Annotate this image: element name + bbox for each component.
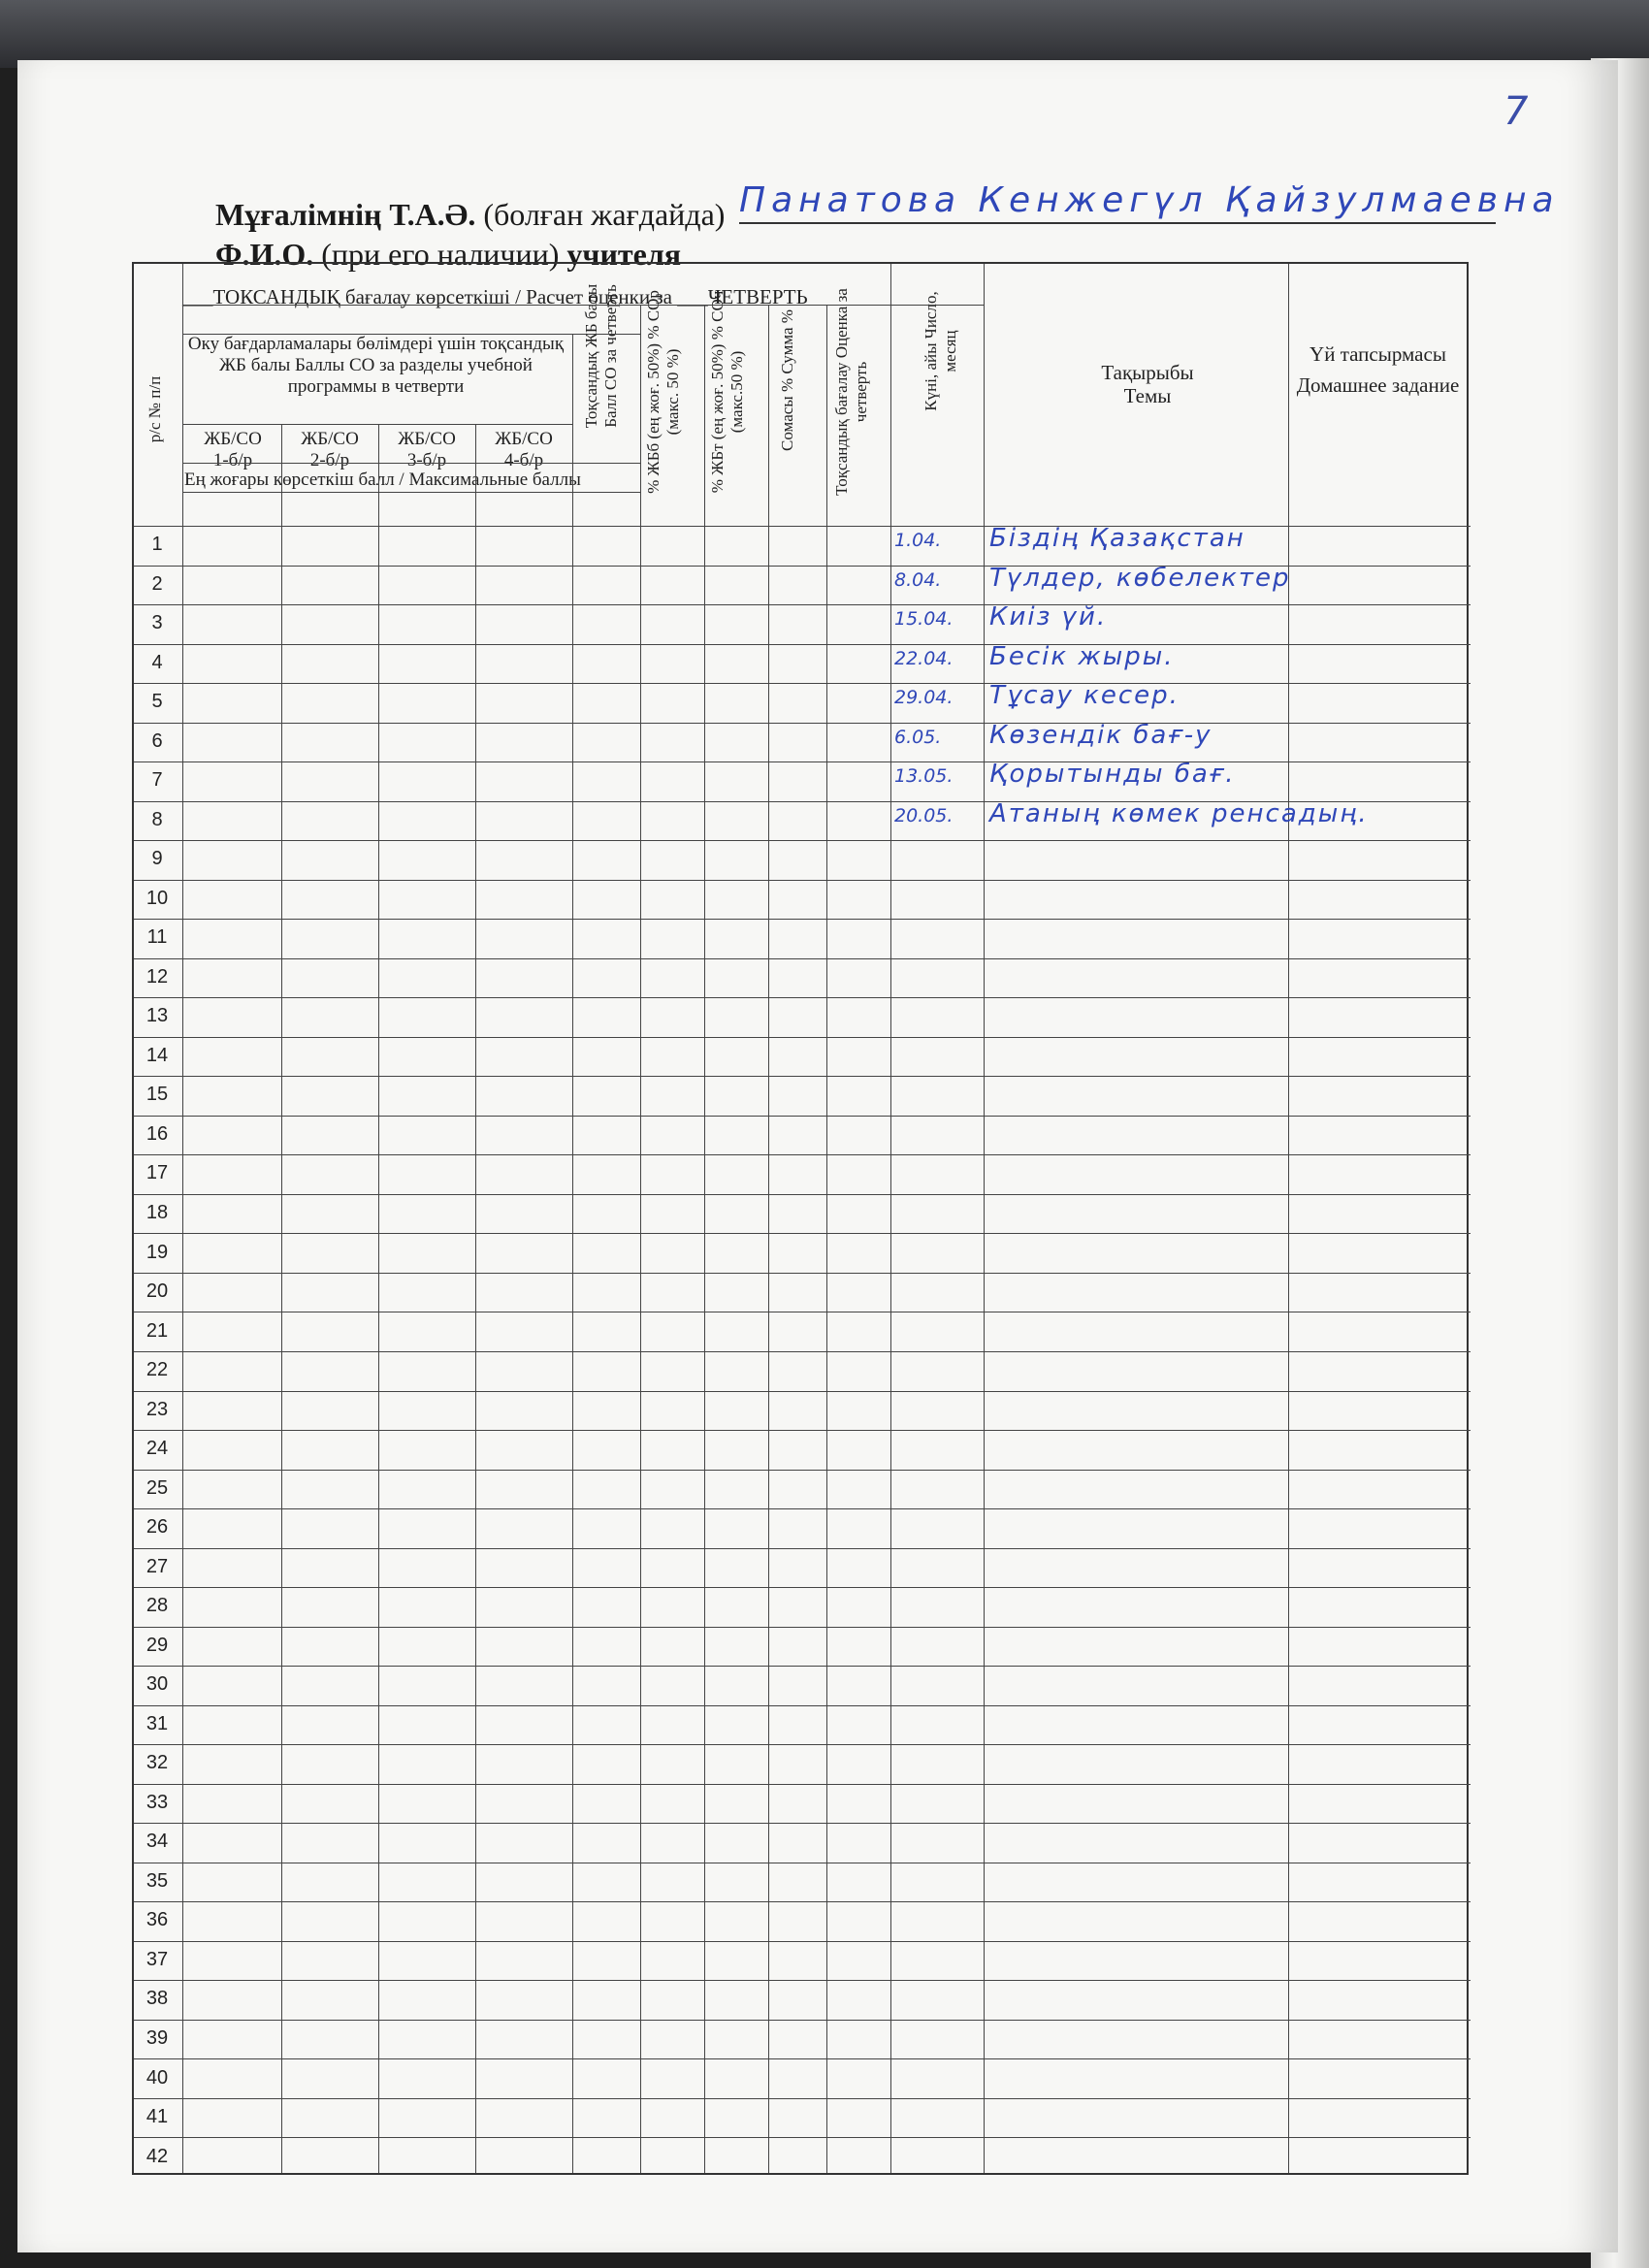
entry-topic: Атаның көмек ренсадың. [989, 798, 1369, 828]
row-line [134, 644, 1471, 645]
row-number: 8 [151, 808, 163, 830]
header-line [182, 424, 572, 425]
so-col-2-top: ЖБ/СО [301, 429, 359, 449]
row-line [134, 1076, 1471, 1077]
date-col-header: Күні, айы Число, месяц [922, 291, 959, 411]
sections-title: Оку бағдарламалары бөлімдері үшін тоқсандық ЖБ балы Баллы СО за разделы учебной программы в четверти [187, 334, 565, 397]
row-number: 31 [146, 1712, 169, 1734]
row-number: 9 [151, 848, 163, 870]
row-number: 5 [151, 691, 163, 713]
header-line [182, 463, 640, 464]
topics-header [987, 361, 1308, 407]
topics-header-kz: Тақырыбы [1101, 361, 1194, 384]
entry-topic: Қорытынды бағ. [989, 760, 1236, 790]
so-col-1-bottom: 1-б/р [212, 449, 253, 470]
row-number: 20 [146, 1280, 169, 1303]
row-number: 32 [146, 1752, 169, 1774]
row-number: 30 [146, 1673, 169, 1696]
so-col-1 [184, 429, 281, 471]
row-number: 19 [146, 1241, 169, 1263]
row-line [134, 1470, 1471, 1471]
pct-zhbb-header: % ЖБб (ең жоғ. 50%) % СОр (макс. 50 %) [644, 290, 682, 494]
entry-topic: Киіз үй. [989, 602, 1108, 632]
row-number: 28 [146, 1595, 169, 1617]
row-line [134, 683, 1471, 684]
row-number: 39 [146, 2027, 169, 2049]
row-line [134, 1548, 1471, 1549]
row-number: 14 [146, 1044, 169, 1066]
row-line [134, 1980, 1471, 1981]
row-number: 16 [146, 1122, 169, 1145]
row-line [134, 880, 1471, 881]
teacher-label-kz-rest: (болған жағдайда) [483, 197, 726, 232]
row-number: 42 [146, 2145, 169, 2167]
row-number: 37 [146, 1948, 169, 1970]
max-points-label: Ең жоғары көрсеткіш балл / Максимальные баллы [184, 470, 581, 490]
quarter-grade-header: Тоқсандық бағалау Оценка за четверть [832, 288, 870, 496]
row-number: 11 [146, 926, 168, 949]
entry-date: 8.04. [894, 568, 942, 591]
row-number: 21 [146, 1319, 169, 1342]
row-line [134, 1194, 1471, 1195]
row-number: 23 [146, 1398, 169, 1420]
pct-zhbt-header: % ЖБт (ең жоғ. 50%) % СОч (макс.50 %) [708, 290, 746, 494]
row-number: 36 [146, 1909, 169, 1931]
column-line [826, 305, 827, 2173]
row-number: 12 [146, 965, 169, 988]
row-number: 15 [146, 1084, 169, 1106]
column-line [572, 334, 573, 2173]
header-line [182, 492, 640, 493]
so-col-2-bottom: 2-б/р [309, 449, 350, 470]
scan-top-shadow [0, 0, 1649, 68]
row-number: 13 [146, 1005, 169, 1027]
row-line [134, 1744, 1471, 1745]
row-line [134, 1784, 1471, 1785]
row-line [134, 1233, 1471, 1234]
row-line [134, 1391, 1471, 1392]
column-line [640, 305, 641, 2173]
so-col-4 [475, 429, 572, 471]
entry-topic: Түлдер, көбелектер [989, 563, 1291, 593]
row-line [134, 1941, 1471, 1942]
row-number: 10 [146, 887, 169, 909]
entry-topic: Бесік жыры. [989, 641, 1175, 671]
quarter-score-header: Тоқсандық ЖБ балы Балл СО за четверть [582, 283, 620, 429]
homework-header-kz: Үй тапсырмасы [1310, 342, 1446, 366]
so-col-2 [281, 429, 378, 471]
row-number: 27 [146, 1555, 169, 1577]
row-line [134, 1116, 1471, 1117]
row-line [134, 1901, 1471, 1902]
column-line [281, 424, 282, 2173]
row-line [134, 1666, 1471, 1667]
row-number: 22 [146, 1359, 169, 1381]
row-line [134, 919, 1471, 920]
row-line [134, 604, 1471, 605]
row-number: 25 [146, 1476, 169, 1499]
row-line [134, 1430, 1471, 1431]
teacher-label-ru-bold: Ф.И.О. [215, 237, 314, 272]
entry-topic: Біздің Қазақстан [989, 524, 1245, 553]
row-line [134, 1508, 1471, 1509]
topics-header-ru: Темы [1123, 384, 1172, 408]
row-line [134, 840, 1471, 841]
so-col-3 [378, 429, 475, 471]
teacher-label-ru-rest: (при его наличии) [321, 237, 560, 272]
entry-date: 22.04. [894, 647, 954, 669]
row-line [134, 1587, 1471, 1588]
entry-topic: Тұсау кесер. [989, 681, 1180, 711]
row-line [134, 2020, 1471, 2021]
row-line [134, 997, 1471, 998]
row-number: 26 [146, 1516, 169, 1539]
sum-pct-header: Сомасы % Сумма % [778, 309, 796, 451]
so-col-4-bottom: 4-б/р [503, 449, 544, 470]
column-line [768, 305, 769, 2173]
row-number: 29 [146, 1634, 169, 1656]
teacher-label-ru-end: учителя [566, 237, 682, 272]
column-line [704, 305, 705, 2173]
row-line [134, 1154, 1471, 1155]
so-col-3-bottom: 3-б/р [406, 449, 447, 470]
row-number: 7 [151, 769, 163, 792]
homework-header-ru: Домашнее задание [1296, 373, 1460, 397]
entry-date: 20.05. [894, 804, 954, 826]
entry-date: 29.04. [894, 687, 954, 709]
row-number: 1 [151, 534, 163, 556]
column-line [890, 264, 891, 2173]
header-line [182, 334, 640, 335]
row-line [134, 1823, 1471, 1824]
entry-date: 6.05. [894, 726, 942, 748]
row-line [134, 1273, 1471, 1274]
row-line [134, 2137, 1471, 2138]
so-col-4-top: ЖБ/СО [495, 429, 553, 449]
row-line [134, 958, 1471, 959]
row-number: 17 [146, 1162, 169, 1184]
header-line [182, 305, 984, 306]
entry-date: 1.04. [894, 530, 942, 551]
teacher-label-kz-bold: Мұғалімнің Т.А.Ә. [215, 197, 476, 232]
teacher-label-kz [215, 197, 725, 233]
row-line [134, 1351, 1471, 1352]
homework-header [1288, 340, 1468, 401]
row-line [134, 1705, 1471, 1706]
row-number: 33 [146, 1791, 169, 1813]
row-number: 34 [146, 1831, 169, 1853]
row-number: 38 [146, 1988, 169, 2010]
teacher-name-handwritten: Панатова Кенжегүл Қайзулмаевна [739, 180, 1496, 224]
header-bottom-line [134, 526, 1471, 527]
row-number: 2 [151, 572, 163, 595]
row-line [134, 2058, 1471, 2059]
row-number: 4 [151, 651, 163, 673]
so-col-1-top: ЖБ/СО [204, 429, 262, 449]
entry-topic: Көзендік бағ-у [989, 720, 1212, 750]
entry-date: 15.04. [894, 608, 954, 631]
row-number: 24 [146, 1438, 169, 1460]
column-line [182, 264, 183, 2173]
col-number-header: р/с № п/п [146, 375, 164, 443]
row-number: 41 [146, 2106, 169, 2128]
row-line [134, 1037, 1471, 1038]
row-line [134, 723, 1471, 724]
row-line [134, 2098, 1471, 2099]
column-line [1288, 264, 1289, 2173]
entry-date: 13.05. [894, 765, 954, 788]
row-number: 18 [146, 1202, 169, 1223]
row-line [134, 1627, 1471, 1628]
row-number: 6 [151, 729, 163, 752]
row-number: 40 [146, 2066, 169, 2089]
column-line [984, 264, 985, 2173]
so-col-3-top: ЖБ/СО [398, 429, 456, 449]
row-number: 3 [151, 612, 163, 634]
column-line [475, 424, 476, 2173]
row-number: 35 [146, 1869, 169, 1892]
grade-table [132, 262, 1469, 2175]
page-number: 7 [1504, 89, 1529, 134]
column-line [378, 424, 379, 2173]
row-line [134, 761, 1471, 762]
group-title: ___ТОКСАНДЫҚ бағалау көрсеткіші / Расчет оценки за ___ЧЕТВЕРТЬ [182, 285, 808, 308]
